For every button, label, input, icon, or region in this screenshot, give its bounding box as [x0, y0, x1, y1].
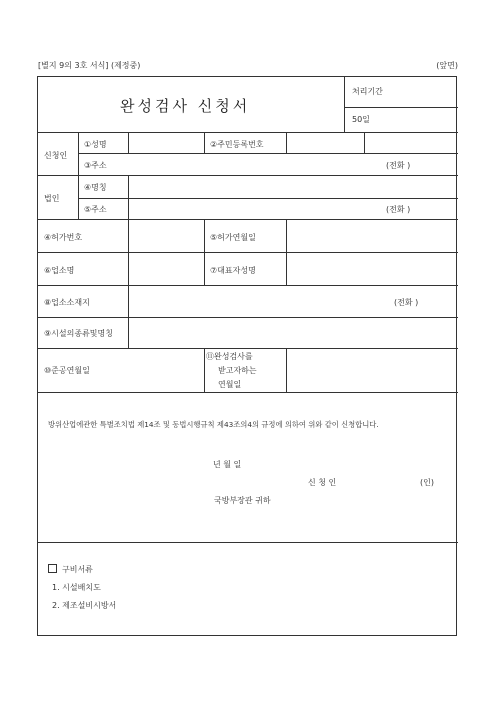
applicant-id-label: ②주민등록번호	[210, 140, 264, 149]
business-location-phone-label: (전화 )	[394, 298, 419, 307]
processing-period-value: 50일	[352, 115, 370, 124]
application-date-line: 년 월 일	[213, 460, 242, 469]
inspection-date-label-1: ⑪완성검사를	[206, 352, 253, 361]
applicant-address-label: ③주소	[84, 161, 107, 170]
completion-date-label: ⑩준공연월일	[44, 366, 90, 375]
application-statement: 방위산업에관한 특별조치법 제14조 및 동법시행규칙 제43조의4의 규정에 의하여 위와 같이 신청합니다.	[48, 420, 379, 429]
checkbox-icon	[48, 564, 57, 573]
permit-number-label: ④허가번호	[44, 233, 83, 242]
attachment-item-1: 1. 시설배치도	[52, 583, 101, 592]
applicant-name-label: ①성명	[84, 140, 107, 149]
business-location-label: ⑧업소소재지	[44, 298, 90, 307]
applicant-section-label: 신청인	[44, 151, 68, 160]
corporation-phone-label: (전화 )	[386, 205, 411, 214]
corporation-address-label: ⑤주소	[84, 205, 107, 214]
applicant-phone-label: (전화 )	[386, 161, 411, 170]
corporation-name-label: ④명칭	[84, 183, 107, 192]
permit-date-label: ⑤허가연월일	[210, 233, 256, 242]
form-number: [별지 9의 3호 서식] (제정중)	[38, 61, 141, 70]
facility-type-label: ⑨시설의종류및명칭	[44, 329, 113, 338]
recipient-label: 국방부장관 귀하	[214, 496, 271, 505]
inspection-date-label-3: 연월일	[218, 380, 242, 389]
business-name-label: ⑥업소명	[44, 266, 75, 275]
application-form	[37, 76, 457, 636]
representative-name-label: ⑦대표자성명	[210, 266, 256, 275]
page-side: (앞면)	[436, 61, 458, 70]
corporation-section-label: 법인	[44, 194, 60, 203]
inspection-date-label-2: 받고자하는	[218, 366, 257, 375]
required-documents-label: 구비서류	[62, 565, 93, 574]
attachment-item-2: 2. 제조설비시방서	[52, 601, 117, 610]
applicant-signature-label: 신 청 인	[308, 478, 337, 487]
required-documents-heading	[48, 564, 93, 575]
form-title: 완성검사 신청서	[120, 97, 251, 115]
processing-period-label: 처리기간	[352, 87, 383, 96]
seal-label: (인)	[420, 478, 434, 487]
